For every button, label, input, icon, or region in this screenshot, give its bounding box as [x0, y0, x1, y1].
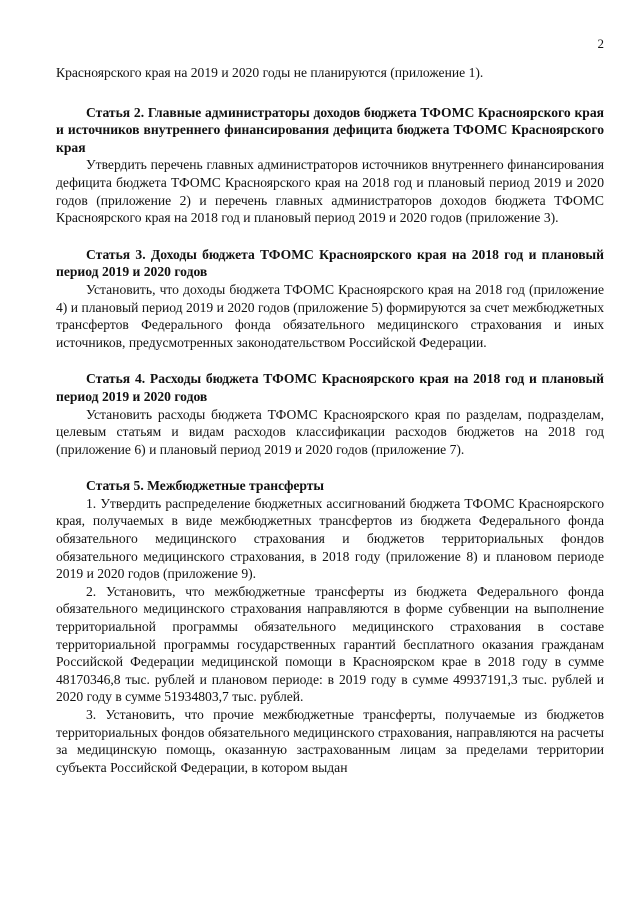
- article-5-item-1: 1. Утвердить распределение бюджетных ассигнований бюджета ТФОМС Красноярского края, получаемых в виде межбюджетных трансфертов из бюджета Федерального фонда обязательного медицинского страхования и бюджетов территориальных фондов обязательного медицинского страхования, в 2018 году (приложение 8) и плановом периоде 2019 и 2020 годов (приложение 9).: [56, 495, 604, 582]
- article-2-text: Утвердить перечень главных администраторов источников внутреннего финансирования дефицита бюджета ТФОМС Красноярского края на 2018 год и плановый период 2019 и 2020 годов (приложение 2) и перечень главных администраторов доходов бюджета ТФОМС Красноярского края на 2018 год и плановый период 2019 и 2020 годов (приложение 3).: [56, 157, 604, 226]
- article-3-heading: Статья 3. Доходы бюджета ТФОМС Красноярского края на 2018 год и плановый период 2019 и 2020 годов: [56, 246, 604, 280]
- article-4-text: Установить расходы бюджета ТФОМС Красноярского края по разделам, подразделам, целевым статьям и видам расходов классификации расходов бюджетов на 2018 год (приложение 6) и плановый период 2019 и 2020 годов (приложение 7).: [56, 406, 604, 457]
- article-2-heading: Статья 2. Главные администраторы доходов бюджета ТФОМС Красноярского края и источников внутреннего финансирования дефицита бюджета ТФОМС Красноярского края: [56, 104, 604, 155]
- page-number: 2: [597, 36, 604, 51]
- article-3: [56, 246, 604, 352]
- article-5-item-2: 2. Установить, что межбюджетные трансферты из бюджета Федерального фонда обязательного медицинского страхования направляются в форме субвенции на выполнение территориальной программы обязательного медицинского страхования в составе территориальной программы государственных гарантий бесплатного оказания гражданам Российской Федерации медицинской помощи в Красноярском крае в 2018 году в сумме 48170346,8 тыс. рублей и плановом периоде: в 2019 году в сумме 49937191,3 тыс. рублей и 2020 году в сумме 51934803,7 тыс. рублей.: [56, 583, 604, 705]
- document-body: [56, 64, 604, 776]
- article-5: [56, 477, 604, 776]
- intro-line: Красноярского края на 2019 и 2020 годы не планируются (приложение 1).: [56, 65, 484, 80]
- article-5-item-3: 3. Установить, что прочие межбюджетные трансферты, получаемые из бюджетов территориальных фондов обязательного медицинского страхования, направляются на расчеты за медицинскую помощь, оказанную застрахованным лицам за пределами территории субъекта Российской Федерации, в котором выдан: [56, 707, 604, 775]
- article-2: [56, 104, 604, 227]
- article-5-heading: Статья 5. Межбюджетные трансферты: [86, 478, 325, 494]
- article-4-heading: Статья 4. Расходы бюджета ТФОМС Красноярского края на 2018 год и плановый период 2019 и 2020 годов: [56, 371, 604, 404]
- article-3-text: Установить, что доходы бюджета ТФОМС Красноярского края на 2018 год (приложение 4) и плановый период 2019 и 2020 годов (приложение 5) формируются за счет межбюджетных трансфертов Федерального фонда обязательного медицинского страхования и иных источников, предусмотренных законодательством Российской Федерации.: [56, 281, 604, 350]
- article-4: [56, 370, 604, 458]
